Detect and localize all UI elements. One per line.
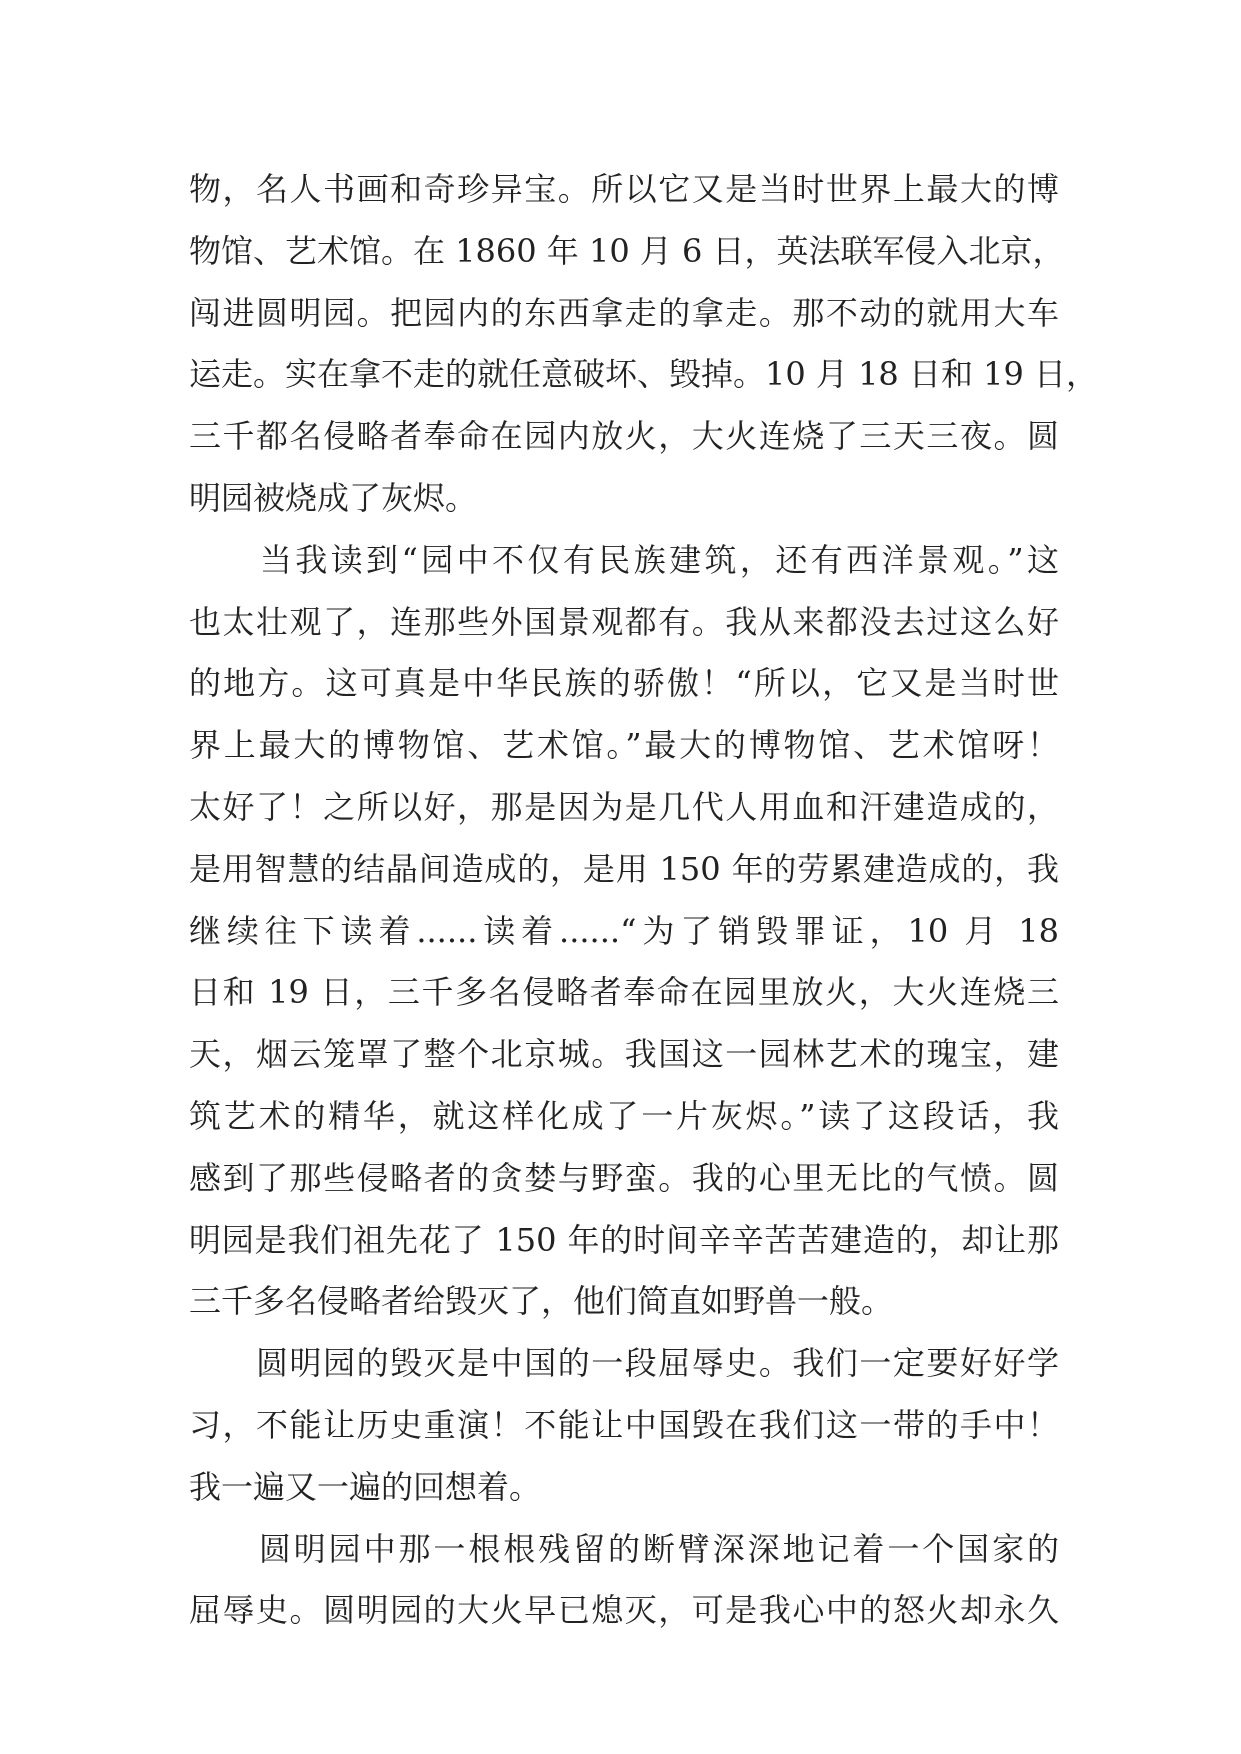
body-text — [189, 159, 1099, 1642]
text-line: 界上最大的博物馆、艺术馆。”最大的博物馆、艺术馆呀！ — [189, 726, 1059, 765]
text-line: 的地方。这可真是中华民族的骄傲！“所以，它又是当时世 — [189, 664, 1059, 703]
text-line: 我一遍又一遍的回想着。 — [189, 1467, 542, 1506]
text-line: 运走。实在拿不走的就任意破坏、毁掉。10 月 18 日和 19 日， — [189, 355, 1099, 394]
text-line: 当我读到“园中不仅有民族建筑，还有西洋景观。”这 — [189, 540, 1059, 579]
text-line: 屈辱史。圆明园的大火早已熄灭，可是我心中的怒火却永久 — [189, 1591, 1059, 1630]
text-line: 圆明园中那一根根残留的断臂深深地记着一个国家的 — [189, 1529, 1059, 1568]
text-line: 习，不能让历史重演！不能让中国毁在我们这一带的手中！ — [189, 1405, 1059, 1444]
text-line: 日和 19 日，三千多名侵略者奉命在园里放火，大火连烧三 — [189, 973, 1059, 1012]
text-line: 三千多名侵略者给毁灭了，他们简直如野兽一般。 — [189, 1282, 894, 1321]
text-line: 也太壮观了，连那些外国景观都有。我从来都没去过这么好 — [189, 602, 1059, 641]
text-line: 继续往下读着......读着......“为了销毁罪证，10 月 18 — [189, 911, 1059, 950]
text-line: 筑艺术的精华，就这样化成了一片灰烬。”读了这段话，我 — [189, 1096, 1059, 1135]
text-line: 是用智慧的结晶间造成的，是用 150 年的劳累建造成的，我 — [189, 849, 1059, 888]
text-line: 闯进圆明园。把园内的东西拿走的拿走。那不动的就用大车 — [189, 293, 1059, 332]
text-line: 物，名人书画和奇珍异宝。所以它又是当时世界上最大的博 — [189, 170, 1059, 208]
text-line: 明园被烧成了灰烬。 — [189, 478, 478, 517]
text-line: 三千都名侵略者奉命在园内放火，大火连烧了三天三夜。圆 — [189, 417, 1059, 456]
text-line: 物馆、艺术馆。在 1860 年 10 月 6 日，英法联军侵入北京， — [189, 231, 1065, 270]
text-line: 明园是我们祖先花了 150 年的时间辛辛苦苦建造的，却让那 — [189, 1220, 1059, 1259]
text-line: 太好了！之所以好，那是因为是几代人用血和汗建造成的， — [189, 787, 1059, 826]
text-line: 天，烟云笼罩了整个北京城。我国这一园林艺术的瑰宝，建 — [189, 1035, 1059, 1074]
text-line: 圆明园的毁灭是中国的一段屈辱史。我们一定要好好学 — [189, 1344, 1059, 1383]
text-line: 感到了那些侵略者的贪婪与野蛮。我的心里无比的气愤。圆 — [189, 1158, 1059, 1197]
